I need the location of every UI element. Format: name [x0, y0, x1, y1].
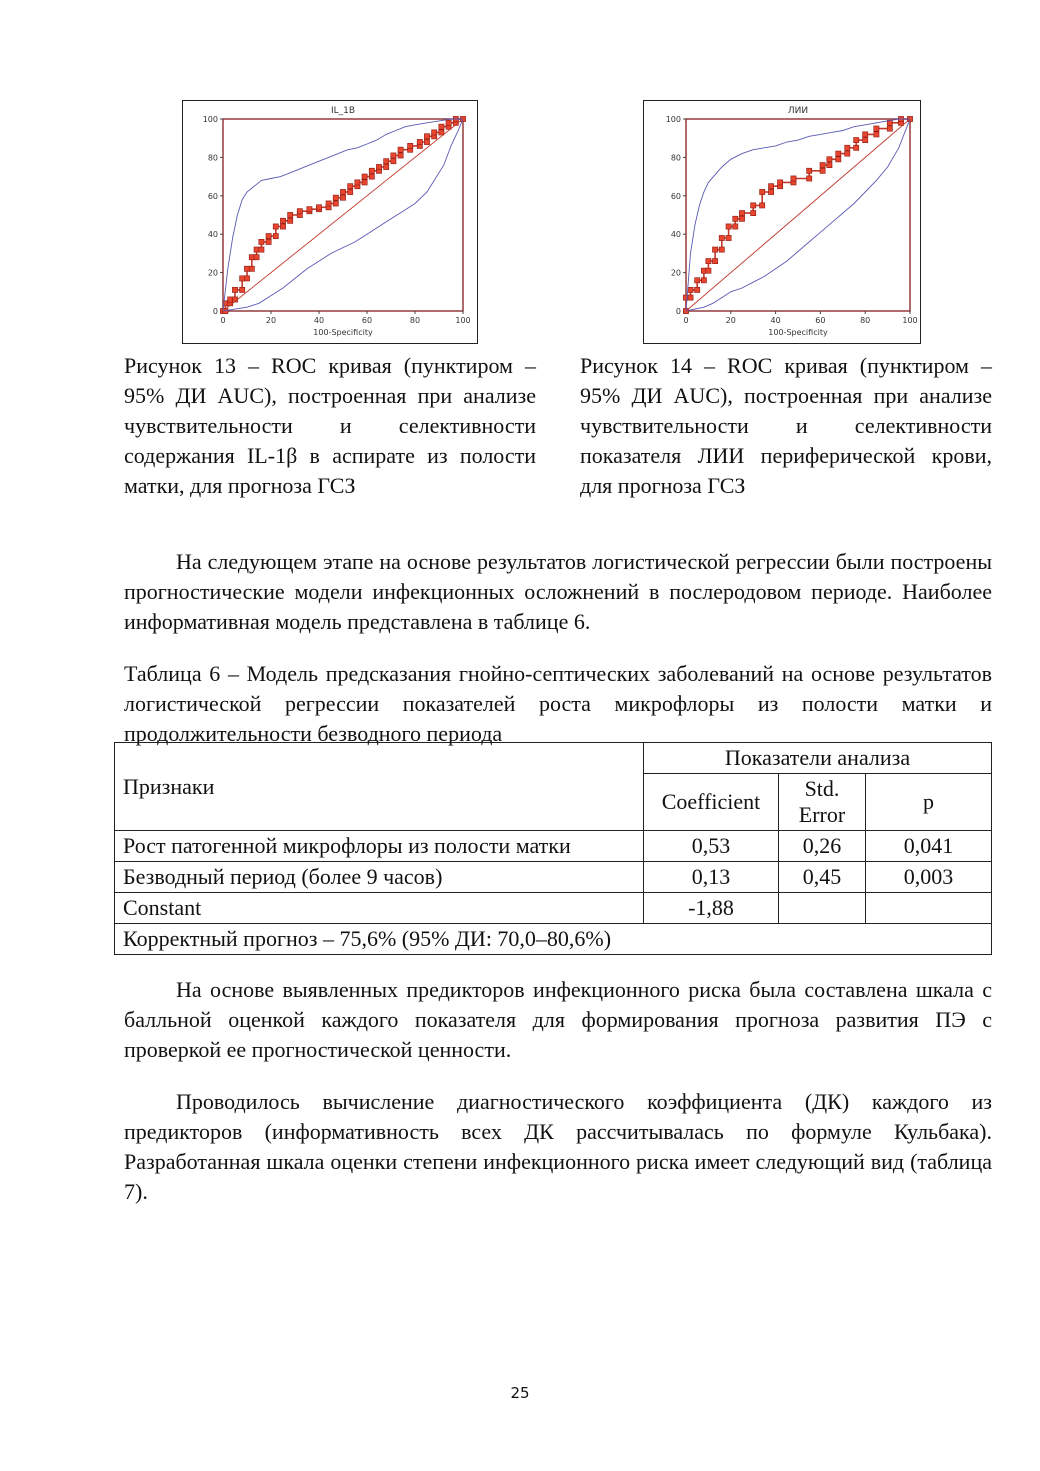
roc-point [297, 209, 302, 214]
y-tick-label: 0 [675, 307, 681, 316]
figure-13 [182, 100, 478, 344]
roc-point [820, 163, 825, 168]
y-tick-label: 40 [670, 230, 681, 240]
roc-point [340, 195, 345, 200]
correct-forecast: Корректный прогноз – 75,6% (95% ДИ: 70,0–80,6%) [115, 924, 992, 955]
reference-diagonal-line [223, 119, 463, 311]
roc-point [807, 168, 812, 173]
roc-point [695, 287, 700, 292]
roc-point [362, 174, 367, 179]
x-tick-label: 80 [860, 316, 871, 325]
row-p: 0,003 [866, 862, 992, 893]
roc-point [369, 168, 374, 173]
paragraph-scale: На основе выявленных предикторов инфекционного риска была составлена шкала с балльной оценкой каждого показателя для формирования прогноза развития ПЭ с проверкой ее прогностической ценности. [124, 977, 992, 1062]
x-axis-label: 100-Specificity [768, 328, 828, 337]
y-tick-label: 100 [202, 115, 218, 124]
roc-point [726, 235, 731, 240]
chart-title: IL_1B [330, 106, 356, 116]
row-std-error: 0,26 [779, 831, 866, 862]
x-tick-label: 0 [683, 316, 689, 325]
roc-point [854, 145, 859, 150]
chart-title: ЛИИ [787, 106, 809, 116]
header-features: Признаки [115, 743, 644, 831]
roc-point [439, 130, 444, 135]
roc-point [244, 266, 249, 271]
row-coefficient: 0,13 [644, 862, 779, 893]
y-tick-label: 80 [670, 153, 681, 163]
roc-point [280, 218, 285, 223]
roc-point [316, 205, 321, 210]
row-coefficient: -1,88 [644, 893, 779, 924]
y-tick-label: 60 [670, 191, 681, 201]
roc-point [439, 124, 444, 129]
roc-point [307, 207, 312, 212]
row-p [866, 893, 992, 924]
figure-13-caption: Рисунок 13 – ROC кривая (пунктиром – 95% ДИ AUC), построенная при анализе чувствительности и селективности содержания IL-1β в аспирате из полости матки, для прогноза ГСЗ [124, 353, 536, 498]
roc-point [369, 174, 374, 179]
roc-point [424, 139, 429, 144]
header-p: p [866, 774, 992, 831]
y-tick-label: 100 [665, 115, 681, 124]
roc-point [259, 239, 264, 244]
roc-point [254, 247, 259, 252]
roc-point [348, 184, 353, 189]
roc-point [266, 234, 271, 239]
table-6-caption: Таблица 6 – Модель предсказания гнойно-септических заболеваний на основе результатов логистической регрессии показателей роста микрофлоры из полости матки и продолжительности безводного периода [124, 661, 992, 746]
roc-point [863, 138, 868, 143]
roc-point [820, 168, 825, 173]
roc-point [333, 195, 338, 200]
roc-point [391, 159, 396, 164]
roc-point [733, 224, 738, 229]
roc-point [760, 203, 765, 208]
roc-point [398, 147, 403, 152]
row-label: Безводный период (более 9 часов) [115, 862, 644, 893]
roc-point [417, 139, 422, 144]
roc-point [778, 180, 783, 185]
row-label: Рост патогенной микрофлоры из полости матки [115, 831, 644, 862]
table-footer-row [115, 924, 992, 955]
x-tick-label: 80 [409, 316, 421, 325]
paragraph-models: На следующем этапе на основе результатов логистической регрессии были построены прогностические модели инфекционных осложнений в послеродовом периоде. Наиболее информативная модель представлена в таблице 6. [124, 549, 992, 634]
roc-point [273, 234, 278, 239]
roc-point [706, 268, 711, 273]
x-tick-label: 100 [902, 316, 918, 325]
x-tick-label: 60 [361, 316, 373, 325]
roc-point [706, 259, 711, 264]
y-tick-label: 40 [207, 230, 218, 240]
roc-point [333, 201, 338, 206]
roc-point [791, 176, 796, 181]
roc-point [259, 247, 264, 252]
roc-point [362, 180, 367, 185]
header-coefficient: Coefficient [644, 774, 779, 831]
roc-point [273, 224, 278, 229]
roc-point [398, 153, 403, 158]
roc-point [874, 132, 879, 137]
roc-point [769, 189, 774, 194]
header-analysis-group: Показатели анализа [644, 743, 992, 774]
row-std-error: 0,45 [779, 862, 866, 893]
paragraph-coefficient: Проводилось вычисление диагностического коэффициента (ДК) каждого из предикторов (информативность всех ДК рассчитывалась по формуле Кульбака). Разработанная шкала оценки степени инфекционного риска имеет следующий вид (таблица 7). [124, 1089, 992, 1204]
roc-point [326, 201, 331, 206]
roc-point [836, 151, 841, 156]
figure-14 [643, 100, 921, 344]
roc-point [254, 255, 259, 260]
roc-point [701, 278, 706, 283]
roc-point [887, 126, 892, 131]
roc-point [836, 157, 841, 162]
roc-point [739, 216, 744, 221]
roc-point [288, 218, 293, 223]
x-tick-label: 40 [313, 316, 325, 325]
roc-point [348, 189, 353, 194]
x-tick-label: 20 [725, 316, 736, 325]
roc-point [845, 151, 850, 156]
roc-point [688, 295, 693, 300]
roc-point [432, 130, 437, 135]
roc-point [355, 180, 360, 185]
y-tick-label: 20 [670, 268, 681, 278]
header-std-error [779, 774, 866, 831]
roc-point [446, 120, 451, 125]
roc-point [769, 184, 774, 189]
header-std-error-label: Std. Error [798, 776, 846, 827]
reference-diagonal-line [686, 119, 910, 311]
roc-point [384, 164, 389, 169]
row-p: 0,041 [866, 831, 992, 862]
roc-point [854, 138, 859, 143]
row-coefficient: 0,53 [644, 831, 779, 862]
x-tick-label: 40 [770, 316, 781, 325]
roc-point [863, 132, 868, 137]
y-tick-label: 60 [207, 191, 218, 201]
roc-point [845, 145, 850, 150]
table-row [115, 831, 992, 862]
roc-point [760, 189, 765, 194]
roc-point [719, 235, 724, 240]
roc-point [807, 176, 812, 181]
x-tick-label: 0 [220, 316, 226, 325]
roc-point [713, 247, 718, 252]
roc-point [244, 276, 249, 281]
roc-chart-il1b [183, 101, 477, 343]
roc-chart-lii [644, 101, 920, 343]
x-tick-label: 20 [265, 316, 277, 325]
roc-point [249, 255, 254, 260]
table-row [115, 893, 992, 924]
roc-point [827, 163, 832, 168]
roc-point [266, 239, 271, 244]
roc-point [376, 164, 381, 169]
roc-point [240, 287, 245, 292]
roc-point [874, 126, 879, 131]
roc-point [739, 211, 744, 216]
figure-14-caption: Рисунок 14 – ROC кривая (пунктиром – 95% ДИ AUC), построенная при анализе чувствительности и селективности показателя ЛИИ периферической крови, для прогноза ГСЗ [580, 353, 992, 498]
roc-point [719, 247, 724, 252]
roc-point [733, 216, 738, 221]
y-tick-label: 80 [207, 153, 218, 163]
roc-point [288, 212, 293, 217]
x-axis-label: 100-Specificity [313, 328, 373, 337]
roc-point [384, 159, 389, 164]
roc-point [340, 189, 345, 194]
row-std-error [779, 893, 866, 924]
table-6 [114, 742, 992, 955]
page-number: 25 [510, 1384, 530, 1402]
y-tick-label: 0 [212, 307, 218, 316]
roc-point [280, 224, 285, 229]
y-tick-label: 20 [207, 268, 218, 278]
roc-point [424, 134, 429, 139]
roc-point [713, 259, 718, 264]
row-label: Constant [115, 893, 644, 924]
x-tick-label: 100 [455, 316, 471, 325]
roc-point [695, 278, 700, 283]
roc-point [240, 276, 245, 281]
roc-point [232, 287, 237, 292]
x-tick-label: 60 [815, 316, 826, 325]
table-row [115, 862, 992, 893]
roc-point [391, 153, 396, 158]
roc-point [408, 143, 413, 148]
roc-point [726, 224, 731, 229]
roc-point [751, 203, 756, 208]
roc-point [249, 266, 254, 271]
roc-point [827, 157, 832, 162]
roc-point [228, 297, 233, 302]
roc-point [751, 211, 756, 216]
roc-point [688, 287, 693, 292]
